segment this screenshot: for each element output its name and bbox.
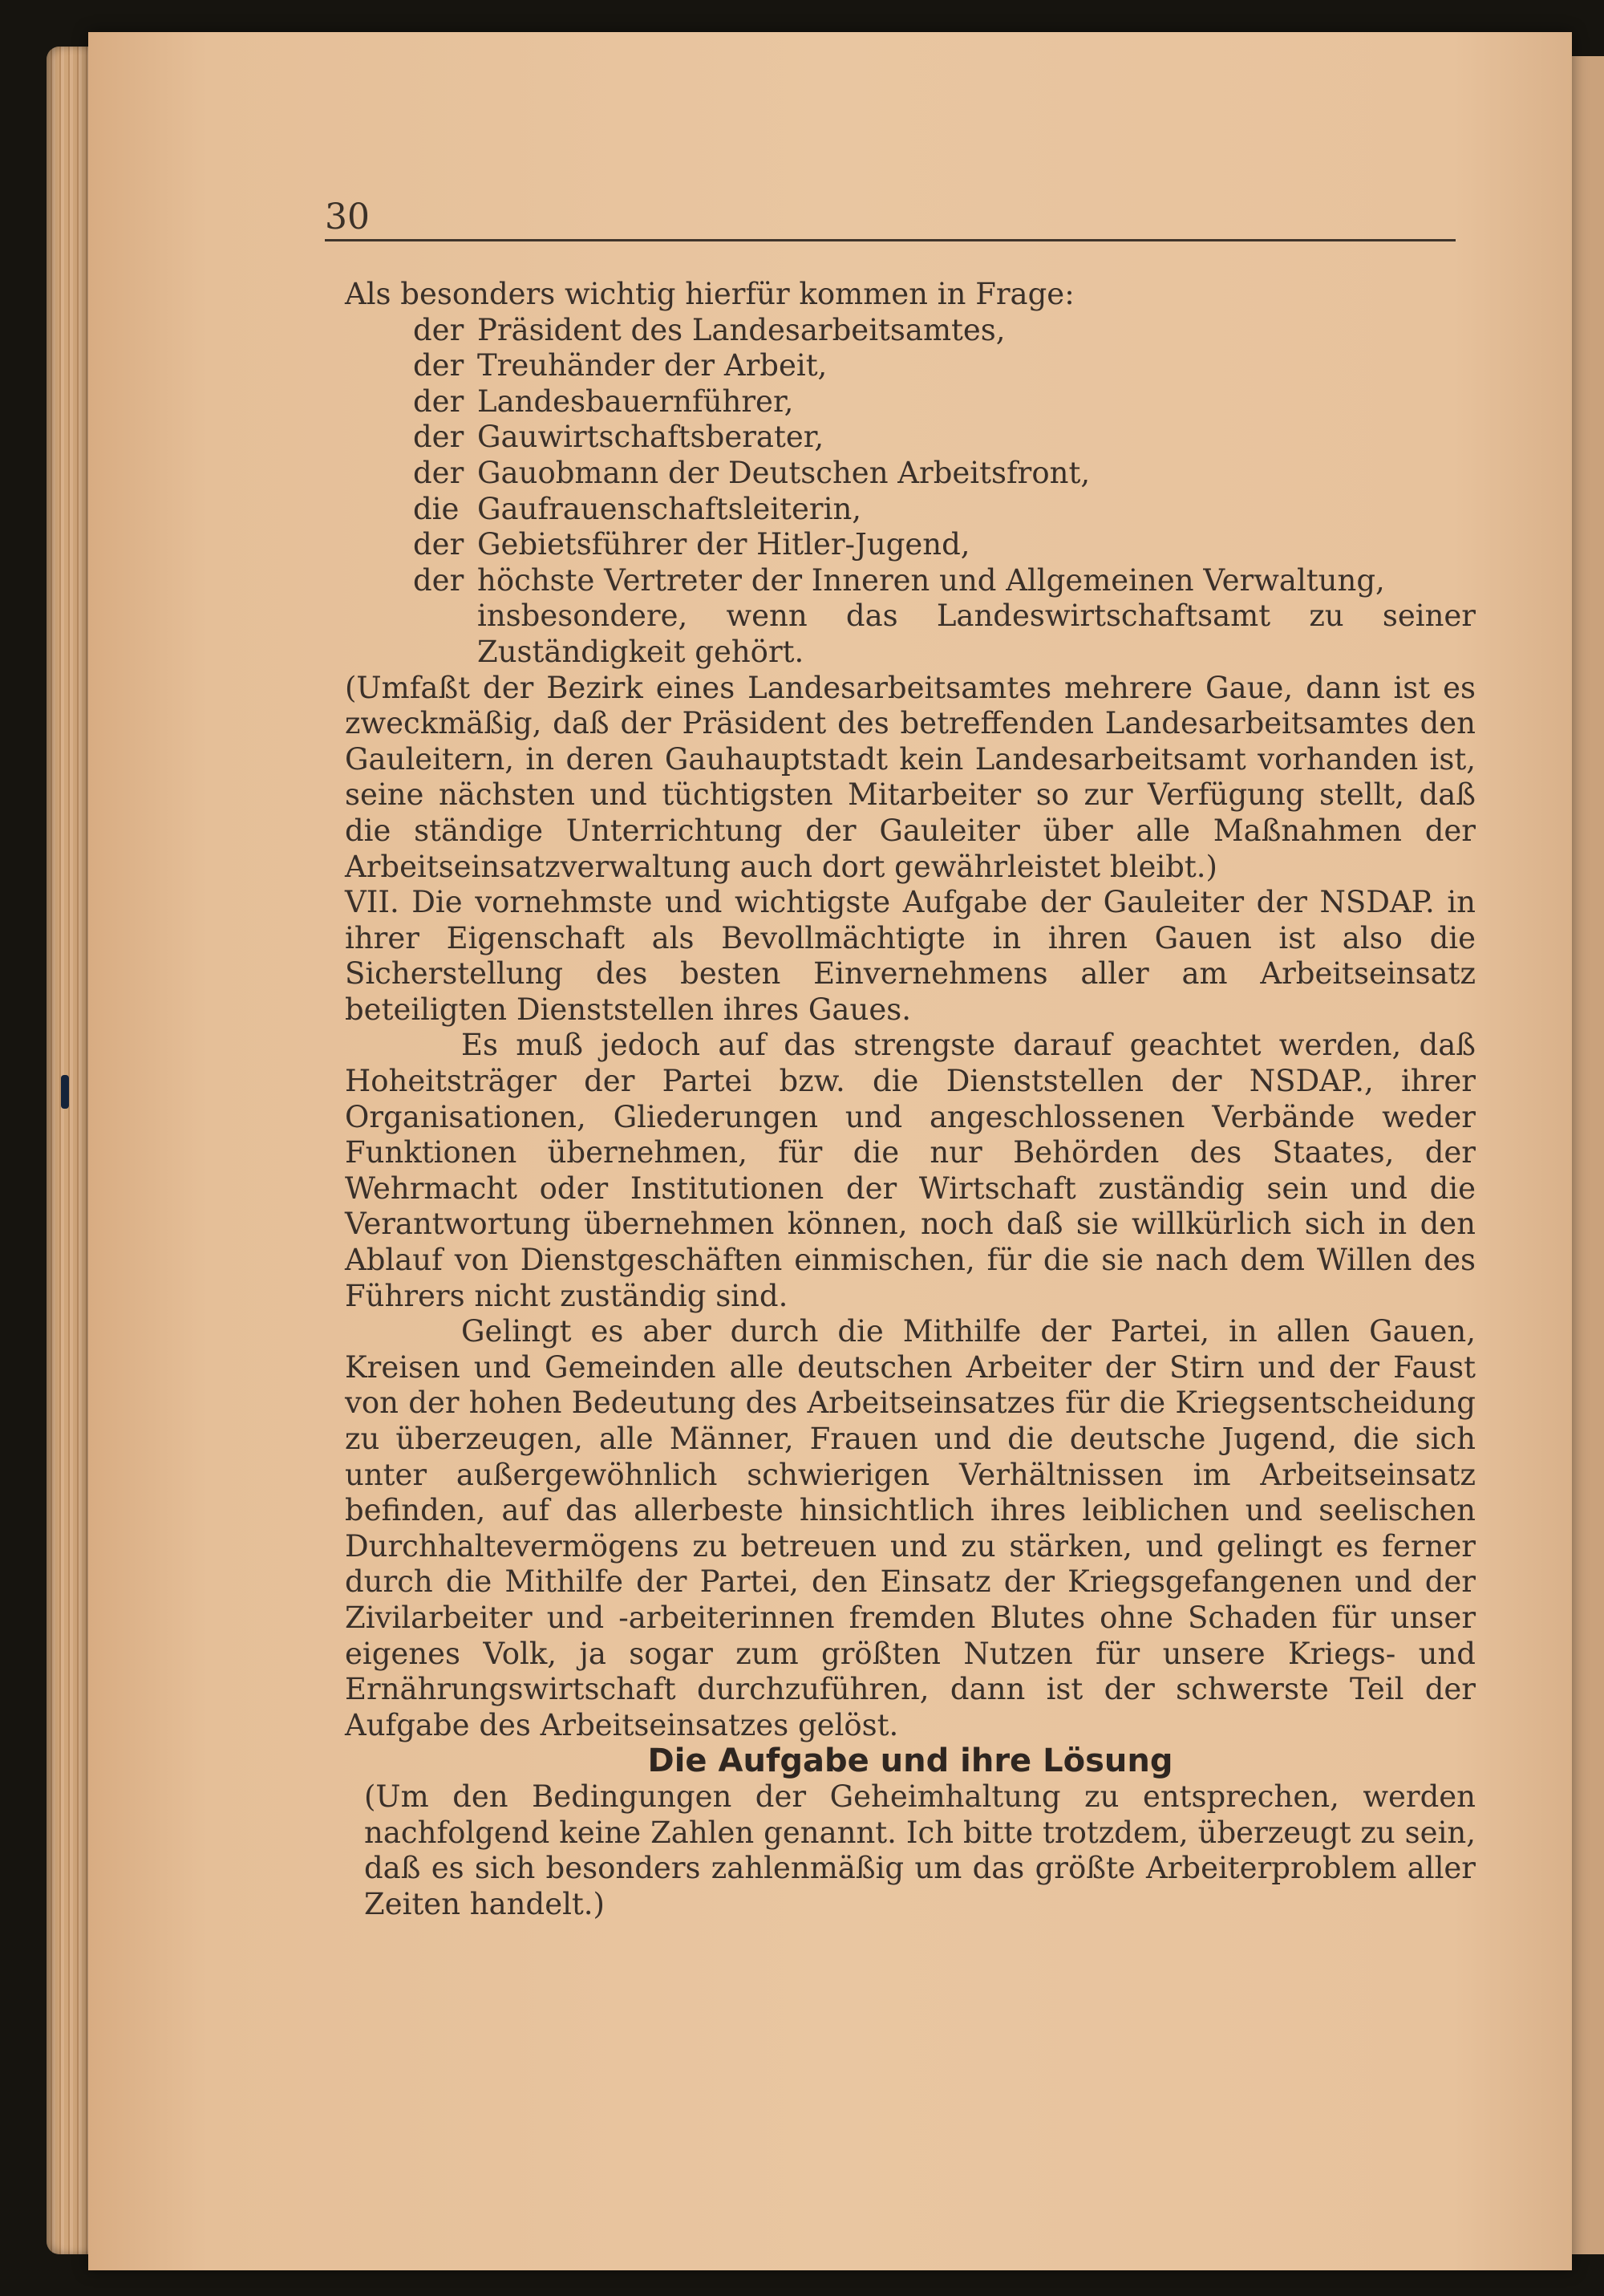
list-article: der (413, 312, 464, 347)
paragraph-3: Gelingt es aber durch die Mithilfe der Partei, in allen Gauen, Kreisen und Gemeinden alle deutschen Arbeiter der Stirn und der Faust von der hohen Bedeutung des Arbeitseinsatzes für die Kriegsentscheidung zu überzeugen, alle Männer, Frauen und die deutsche Jugend, die sich unter außergewöhnlich schwierigen Verhältnissen im Arbeitseinsatz befinden, auf das allerbeste hinsichtlich ihres leiblichen und seelischen Durchhaltevermögens zu betreuen und zu stärken, und gelingt es ferner durch die Mithilfe der Partei, den Einsatz der Kriegsgefangenen und der Zivilarbeiter und -arbeiterinnen fremden Blutes ohne Schaden für unser eigenes Volk, ja sogar zum größten Nutzen für unsere Kriegs- und Ernährungswirtschaft durchzuführen, dann ist der schwerste Teil der Aufgabe des Arbeitseinsatzes gelöst. (345, 1314, 1476, 1742)
list-article: der (413, 455, 464, 490)
page-body (345, 277, 1476, 1922)
list-text: Gauwirtschaftsberater, (477, 420, 824, 455)
list-item (413, 313, 1476, 349)
list-item (413, 384, 1476, 420)
page-number: 30 (325, 197, 370, 237)
list-text: Landesbauernführer, (477, 383, 794, 419)
list-item (413, 456, 1476, 492)
section-vii-paragraph: VII. Die vornehmste und wichtigste Aufgabe der Gauleiter der NSDAP. in ihrer Eigenschaft als Bevollmächtigte in ihren Gauen ist also die Sicherstellung des besten Einvernehmens aller am Arbeitseinsatz beteiligten Dienststellen ihres Gaues. (345, 885, 1476, 1027)
list-item (413, 420, 1476, 456)
list-article: der (413, 562, 464, 598)
section-heading: Die Aufgabe und ihre Lösung (647, 1742, 1173, 1780)
header-rule (325, 239, 1456, 241)
list-text: Präsident des Landesarbeitsamtes, (477, 312, 1006, 347)
paragraph-2: Es muß jedoch auf das strengste darauf geachtet werden, daß Hoheitsträger der Partei bzw. die Dienststellen der NSDAP., ihrer Organisationen, Gliederungen und angeschlossenen Verbände weder Funktionen übernehmen, für die nur Behörden des Staates, der Wehrmacht oder Institutionen der Wirtschaft zuständig sein und die Verantwortung übernehmen können, noch daß sie willkürlich sich in den Ablauf von Dienstgeschäften einmischen, für die sie nach dem Willen des Führers nicht zuständig sind. (345, 1028, 1476, 1313)
list-text: Gauobmann der Deutschen Arbeitsfront, (477, 455, 1091, 490)
list-article: der (413, 348, 464, 383)
spine-mark (61, 1075, 69, 1109)
list-item (413, 492, 1476, 528)
list-text: Treuhänder der Arbeit, (477, 348, 828, 383)
list-continuation: insbesondere, wenn das Landeswirtschaftsamt zu seiner Zuständigkeit gehört. (477, 598, 1476, 669)
list-item (413, 527, 1476, 563)
facing-page-edge (1572, 56, 1604, 2254)
intro-line: Als besonders wichtig hierfür kommen in Frage: (345, 277, 1075, 311)
list-article: der (413, 420, 464, 455)
list-text: höchste Vertreter der Inneren und Allgemeinen Verwaltung, (477, 562, 1385, 598)
list-text: Gaufrauenschaftsleiterin, (477, 491, 862, 526)
list-item (413, 348, 1476, 384)
list-article: der (413, 383, 464, 419)
list-article: die (413, 491, 460, 526)
list-article: der (413, 527, 464, 562)
list-text: Gebietsführer der Hitler-Jugend, (477, 527, 970, 562)
note-paragraph-2: (Um den Bedingungen der Geheimhaltung zu entsprechen, werden nachfolgend keine Zahlen genannt. Ich bitte trotzdem, überzeugt zu sein, daß es sich besonders zahlenmäßig um das größte Arbeiterproblem aller Zeiten handelt.) (364, 1779, 1476, 1921)
official-list (413, 313, 1476, 671)
list-item (413, 563, 1476, 599)
note-paragraph-1: (Umfaßt der Bezirk eines Landesarbeitsamtes mehrere Gaue, dann ist es zweckmäßig, daß der Präsident des betreffenden Landesarbeitsamtes den Gauleitern, in deren Gauhauptstadt kein Landesarbeitsamt vorhanden ist, seine nächsten und tüchtigsten Mitarbeiter so zur Verfügung stellt, daß die ständige Unterrichtung der Gauleiter über alle Maßnahmen der Arbeitseinsatzverwaltung auch dort gewährleistet bleibt.) (345, 670, 1476, 884)
